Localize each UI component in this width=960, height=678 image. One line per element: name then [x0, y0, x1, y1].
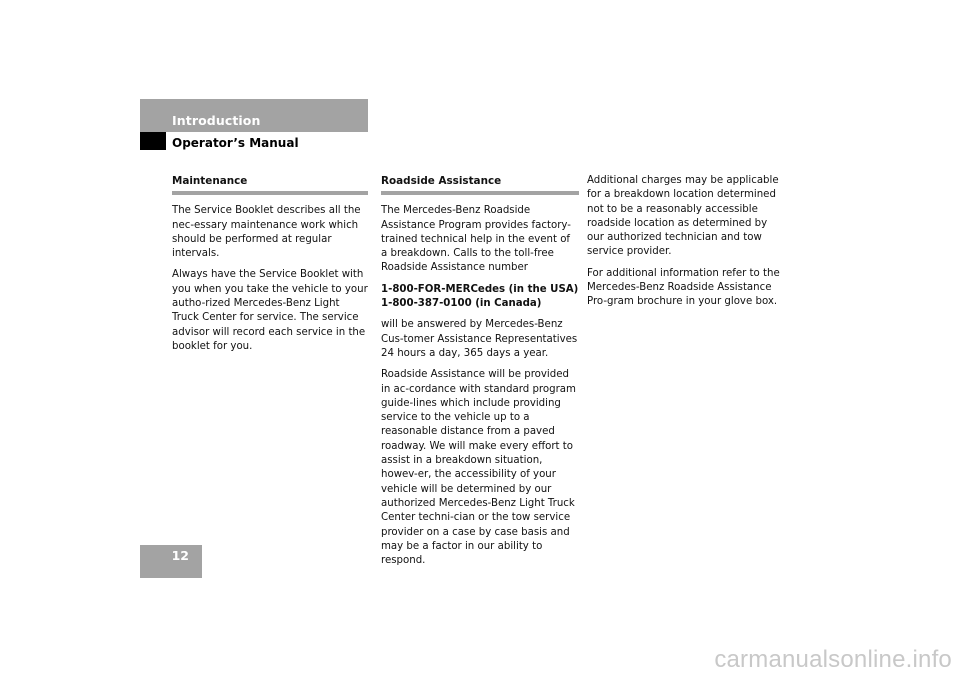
roadside-answer: will be answered by Mercedes-Benz Cus-tomer Assistance Representatives 24 hours a day, 365 days a year. — [381, 319, 578, 359]
roadside-heading: Roadside Assistance — [381, 174, 579, 195]
roadside-column — [381, 174, 579, 575]
roadside-details: Roadside Assistance will be provided in ac-cordance with standard program guide-lines which include providing service to the vehicle up to a reasonable distance from a paved roadway. We will make every effort to assist in a breakdown situation, howev-er, the accessibility of your vehicle will be determined by our authorized Mercedes-Benz Light Truck Center techni-cian or the tow service provider on a case by case basis and may be a factor in our ability to respond. — [381, 369, 576, 567]
maintenance-paragraph-1: The Service Booklet describes all the nec-essary maintenance work which should be performed at regular intervals. — [172, 205, 361, 260]
page-number: 12 — [171, 548, 189, 563]
watermark: carmanualsonline.info — [714, 646, 952, 673]
header-marker — [140, 132, 166, 150]
additional-column — [587, 174, 787, 317]
page-number-box — [140, 545, 202, 578]
section-title: Introduction — [172, 113, 261, 128]
maintenance-heading: Maintenance — [172, 174, 368, 195]
additional-info: For additional information refer to the Mercedes-Benz Roadside Assistance Pro-gram brochure in your glove box. — [587, 267, 780, 308]
additional-charges: Additional charges may be applicable for a breakdown location determined not to be a reasonably accessible roadside location as determined by our authorized technician and tow service provider. — [587, 175, 779, 258]
maintenance-column — [172, 174, 368, 361]
phone-usa: 1-800-FOR-MERCedes (in the USA) — [381, 283, 579, 295]
phone-canada: 1-800-387-0100 (in Canada) — [381, 298, 542, 310]
maintenance-paragraph-2: Always have the Service Booklet with you when you take the vehicle to your autho-rized Mercedes-Benz Light Truck Center for service. The service advisor will record each service in the booklet for you. — [172, 269, 368, 352]
section-subtitle: Operator’s Manual — [172, 136, 299, 150]
roadside-intro: The Mercedes-Benz Roadside Assistance Program provides factory-trained technical help in the event of a breakdown. Calls to the toll-free Roadside Assistance number — [381, 205, 571, 274]
